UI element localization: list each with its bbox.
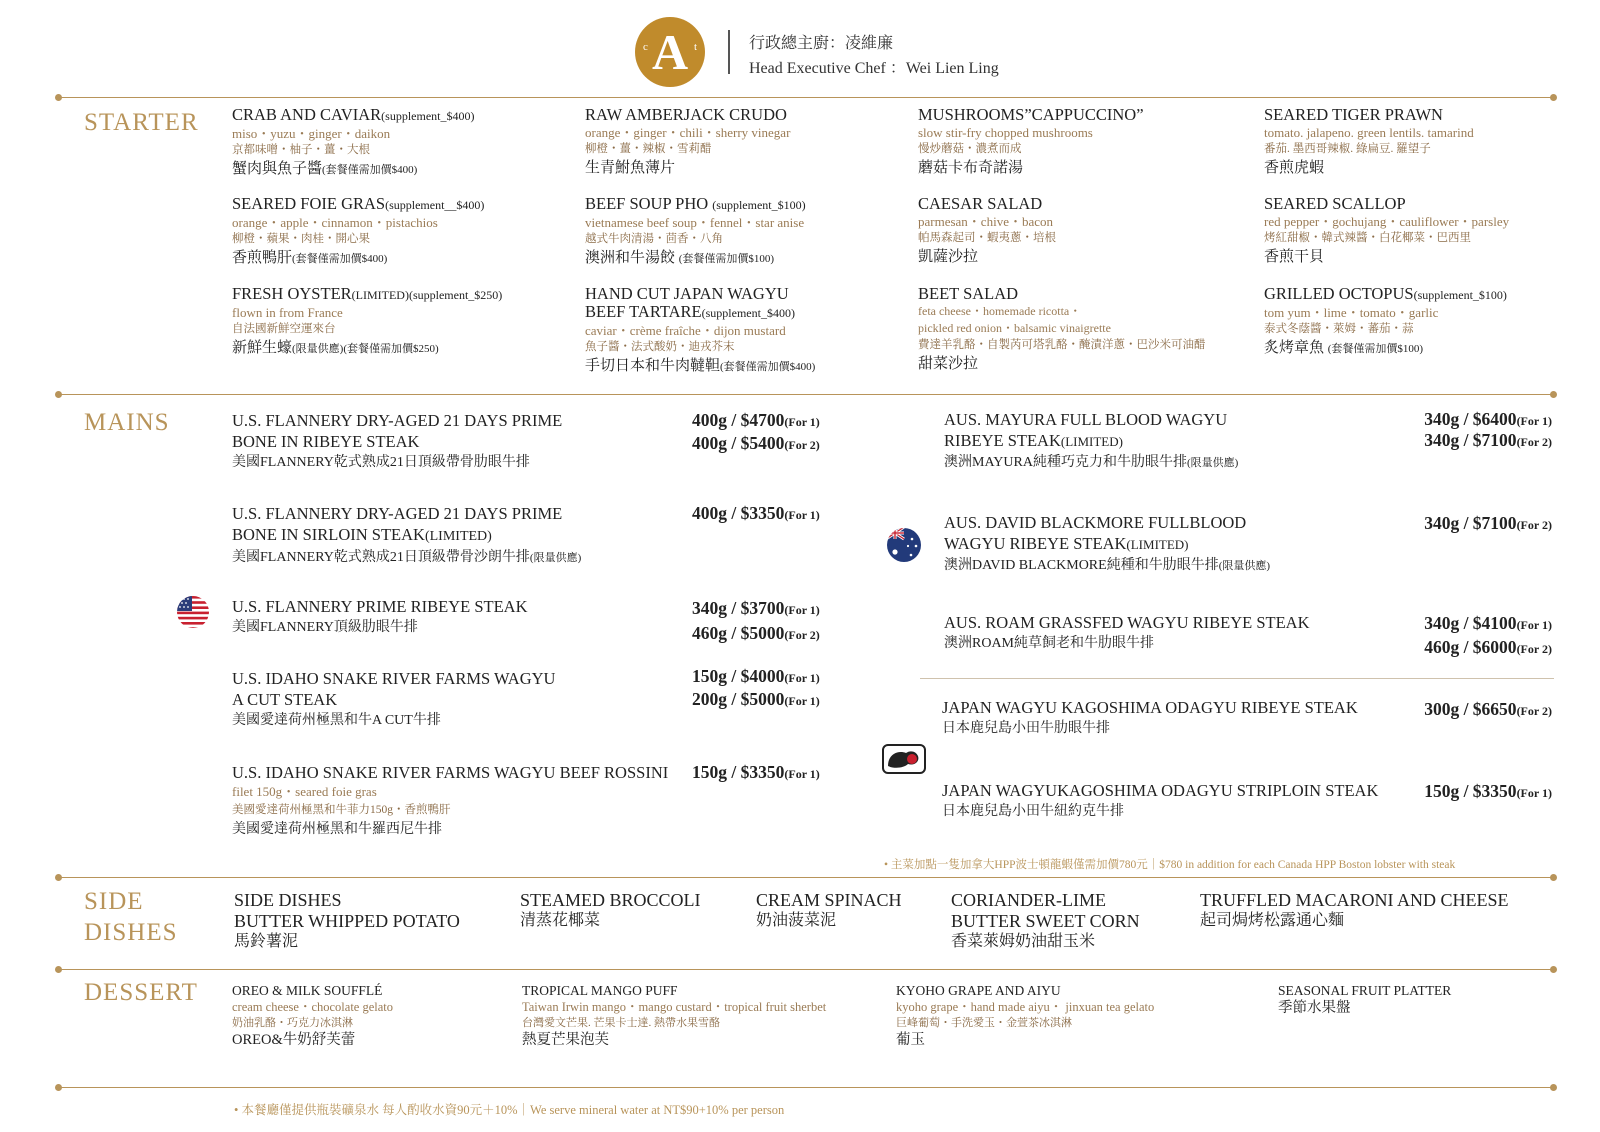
price bbox=[692, 597, 820, 622]
main-item bbox=[944, 612, 1309, 654]
item-name-line2: BUTTER WHIPPED POTATO bbox=[234, 911, 460, 931]
item-desc: tom yum・lime・tomato・garlic bbox=[1264, 305, 1439, 320]
price-value: 340g / $7100 bbox=[1424, 430, 1517, 450]
side-item bbox=[234, 890, 460, 952]
item-name: JAPAN WAGYU KAGOSHIMA ODAGYU RIBEYE STEAK bbox=[942, 698, 1358, 717]
item-name-zh: 香菜萊姆奶油甜玉米 bbox=[951, 933, 1096, 950]
dessert-item bbox=[1278, 982, 1451, 1017]
item-name: FRESH OYSTER bbox=[232, 284, 352, 303]
price bbox=[1424, 780, 1552, 805]
item-supplement: (supplement__$400) bbox=[385, 198, 485, 212]
price-qualifier: (For 2) bbox=[1516, 435, 1552, 449]
starter-item bbox=[232, 106, 474, 180]
item-name: SEARED SCALLOP bbox=[1264, 194, 1406, 213]
mains-inner-divider bbox=[920, 678, 1554, 679]
price bbox=[692, 761, 820, 786]
main-item bbox=[942, 780, 1378, 822]
item-name-zh: 葡玉 bbox=[896, 1032, 925, 1048]
price-qualifier: (For 2) bbox=[784, 628, 820, 642]
price-qualifier: (For 1) bbox=[1516, 618, 1552, 632]
price-value: 400g / $4700 bbox=[692, 410, 785, 430]
item-desc: tomato. jalapeno. green lentils. tamarind bbox=[1264, 125, 1474, 140]
section-title-mains: MAINS bbox=[84, 409, 170, 436]
item-supplement: (supplement_$100) bbox=[1413, 288, 1507, 302]
side-item bbox=[756, 890, 902, 931]
item-name-zh: 凱薩沙拉 bbox=[918, 249, 979, 265]
item-name: TROPICAL MANGO PUFF bbox=[522, 983, 678, 998]
item-name-zh: 澳洲ROAM純草飼老和牛肋眼牛排 bbox=[944, 636, 1155, 651]
item-name: BEEF SOUP PHO bbox=[585, 194, 709, 213]
dessert-item bbox=[522, 982, 826, 1049]
starter-item bbox=[585, 285, 815, 377]
item-name: U.S. FLANNERY DRY-AGED 21 DAYS PRIME bbox=[232, 411, 563, 430]
side-item bbox=[951, 890, 1140, 952]
item-desc-line2: pickled red onion・balsamic vinaigrette bbox=[918, 321, 1111, 335]
item-desc: caviar・crème fraîche・dijon mustard bbox=[585, 323, 786, 338]
price-value: 300g / $6650 bbox=[1424, 699, 1517, 719]
logo-side-right: t bbox=[693, 41, 697, 53]
item-name-line2: BONE IN RIBEYE STEAK bbox=[232, 432, 420, 451]
item-name: MUSHROOMS”CAPPUCCINO” bbox=[918, 105, 1144, 124]
logo-side-left: c bbox=[643, 41, 648, 53]
item-name: AUS. DAVID BLACKMORE FULLBLOOD bbox=[944, 513, 1247, 532]
item-desc: slow stir-fry chopped mushrooms bbox=[918, 125, 1093, 140]
item-name-line2: WAGYU RIBEYE STEAK bbox=[944, 534, 1127, 553]
section-title-dessert: DESSERT bbox=[84, 979, 198, 1006]
item-limited-zh: (限量供應) bbox=[1186, 457, 1239, 469]
item-desc-zh: 費達羊乳酪・自製芮可塔乳酪・醃漬洋蔥・巴沙米可油醋 bbox=[918, 339, 1206, 351]
divider-dessert bbox=[58, 969, 1554, 970]
price bbox=[692, 432, 820, 457]
item-name-zh: 澳洲和牛湯餃 bbox=[585, 250, 676, 266]
chef-title-zh: 行政總主廚：凌維廉 bbox=[749, 35, 894, 52]
item-desc: orange・ginger・chili・sherry vinegar bbox=[585, 125, 791, 140]
japan-wagyu-mark-icon bbox=[882, 744, 926, 779]
item-desc-zh: 帕馬森起司・蝦夷蔥・培根 bbox=[918, 232, 1056, 244]
item-name-zh: 生青鮒魚薄片 bbox=[585, 160, 676, 176]
price bbox=[692, 622, 820, 647]
divider-bottom bbox=[58, 1087, 1554, 1088]
item-supplement: (supplement_$100) bbox=[712, 198, 806, 212]
australia-flag-icon bbox=[886, 527, 922, 568]
price bbox=[1424, 612, 1552, 637]
item-name: TRUFFLED MACARONI AND CHEESE bbox=[1200, 890, 1509, 910]
chef-title-en: Head Executive Chef ：Wei Lien Ling bbox=[749, 60, 999, 77]
item-name-zh: 美國愛達荷州極黑和牛羅西尼牛排 bbox=[232, 822, 442, 837]
item-name-zh: 炙烤章魚 bbox=[1264, 340, 1325, 356]
item-name: SIDE DISHES bbox=[234, 890, 342, 910]
price-value: 400g / $3350 bbox=[692, 503, 785, 523]
item-name-zh: 香煎虎蝦 bbox=[1264, 160, 1325, 176]
item-desc-zh: 台灣愛文芒果. 芒果卡士達. 熱帶水果雪酪 bbox=[522, 1017, 720, 1029]
price-value: 340g / $7100 bbox=[1424, 513, 1517, 533]
item-desc-zh: 巨峰葡萄・手洗愛玉・金萱茶冰淇淋 bbox=[896, 1017, 1072, 1029]
item-desc: parmesan・chive・bacon bbox=[918, 214, 1054, 229]
divider-top bbox=[58, 97, 1554, 98]
price bbox=[692, 688, 820, 713]
price bbox=[692, 409, 820, 434]
item-name-line2: BONE IN SIRLOIN STEAK bbox=[232, 525, 425, 544]
price-value: 340g / $3700 bbox=[692, 598, 785, 618]
price-qualifier: (For 2) bbox=[1516, 642, 1552, 656]
item-name: GRILLED OCTOPUS bbox=[1264, 284, 1414, 303]
item-name-line2: BEEF TARTARE bbox=[585, 302, 702, 321]
item-name: CAESAR SALAD bbox=[918, 194, 1043, 213]
item-desc: miso・yuzu・ginger・daikon bbox=[232, 126, 391, 141]
item-desc: cream cheese・chocolate gelato bbox=[232, 1000, 394, 1014]
item-supplement: (supplement_$400) bbox=[701, 306, 795, 320]
item-name: SEARED FOIE GRAS bbox=[232, 194, 386, 213]
price-qualifier: (For 1) bbox=[1516, 786, 1552, 800]
item-desc-zh: 奶油乳酪・巧克力冰淇淋 bbox=[232, 1017, 353, 1029]
starter-item bbox=[1264, 195, 1509, 267]
dessert-item bbox=[896, 982, 1154, 1049]
section-title-starter: STARTER bbox=[84, 109, 199, 136]
item-name-zh: 新鮮生蠔 bbox=[232, 340, 293, 356]
item-limited-zh: (限量供應) bbox=[1218, 560, 1271, 572]
item-name-zh: 蟹肉與魚子醬 bbox=[232, 161, 323, 177]
item-name: SEASONAL FRUIT PLATTER bbox=[1278, 983, 1452, 998]
item-desc: orange・apple・cinnamon・pistachios bbox=[232, 215, 438, 230]
item-name: STEAMED BROCCOLI bbox=[520, 890, 701, 910]
starter-item bbox=[1264, 106, 1474, 178]
price-value: 150g / $3350 bbox=[692, 762, 785, 782]
main-item bbox=[232, 668, 555, 731]
item-name-zh: 起司焗烤松露通心麵 bbox=[1200, 912, 1345, 929]
price-qualifier: (For 1) bbox=[784, 671, 820, 685]
item-supplement: (supplement_$400) bbox=[381, 109, 475, 123]
item-name-zh: 美國FLANNERY乾式熟成21日頂級帶骨肋眼牛排 bbox=[232, 455, 530, 470]
item-desc: feta cheese・homemade ricotta・ bbox=[918, 304, 1082, 318]
item-supplement-zh: (套餐僅需加價$100) bbox=[678, 253, 775, 265]
item-desc-zh: 烤紅甜椒・韓式辣醬・白花椰菜・巴西里 bbox=[1264, 232, 1471, 244]
item-name-zh: 奶油菠菜泥 bbox=[756, 912, 837, 929]
us-flag-icon bbox=[176, 595, 210, 634]
starter-item bbox=[232, 195, 484, 269]
item-name: U.S. FLANNERY DRY-AGED 21 DAYS PRIME bbox=[232, 504, 563, 523]
price bbox=[1424, 429, 1552, 454]
header-divider bbox=[728, 30, 730, 74]
item-desc-zh: 番茄. 墨西哥辣椒. 綠扁豆. 羅望子 bbox=[1264, 143, 1431, 155]
item-name: BEET SALAD bbox=[918, 284, 1019, 303]
lobster-note: • 主菜加點一隻加拿大HPP波士頓龍蝦僅需加價780元｜$780 in addition for each Canada HPP Boston lobster with steak bbox=[884, 859, 1456, 871]
item-supplement: (LIMITED)(supplement_$250) bbox=[351, 288, 503, 302]
item-desc-zh: 柳橙・蘋果・肉桂・開心果 bbox=[232, 233, 370, 245]
side-item bbox=[520, 890, 701, 931]
price bbox=[1424, 698, 1552, 723]
item-supplement-zh: (套餐僅需加價$400) bbox=[322, 164, 418, 176]
item-name: U.S. FLANNERY PRIME RIBEYE STEAK bbox=[232, 597, 528, 616]
item-name: U.S. IDAHO SNAKE RIVER FARMS WAGYU BEEF ROSSINI bbox=[232, 763, 669, 782]
item-desc: Taiwan Irwin mango・mango custard・tropical fruit sherbet bbox=[522, 1000, 827, 1014]
starter-item bbox=[232, 285, 502, 359]
item-name: CRAB AND CAVIAR bbox=[232, 105, 382, 124]
item-desc-zh: 自法國新鮮空運來台 bbox=[232, 323, 336, 335]
item-supplement-zh: (限量供應)(套餐僅需加價$250) bbox=[292, 343, 439, 355]
item-desc: kyoho grape・hand made aiyu・ jinxuan tea gelato bbox=[896, 1000, 1155, 1014]
price-qualifier: (For 2) bbox=[784, 438, 820, 452]
item-desc: filet 150g・seared foie gras bbox=[232, 784, 377, 799]
item-desc-zh: 美國愛達荷州極黑和牛菲力150g・香煎鴨肝 bbox=[232, 804, 451, 816]
item-name: AUS. MAYURA FULL BLOOD WAGYU bbox=[944, 410, 1228, 429]
price-value: 200g / $5000 bbox=[692, 689, 785, 709]
main-item bbox=[232, 596, 528, 638]
price-value: 340g / $6400 bbox=[1424, 409, 1517, 429]
logo bbox=[635, 17, 705, 87]
price-value: 150g / $3350 bbox=[1424, 781, 1517, 801]
main-item bbox=[232, 762, 668, 840]
item-desc: flown in from France bbox=[232, 305, 343, 320]
item-supplement-zh: (套餐僅需加價$100) bbox=[1327, 343, 1424, 355]
item-name-zh: 清蒸花椰菜 bbox=[520, 912, 601, 929]
item-name-zh: 熱夏芒果泡芙 bbox=[522, 1032, 609, 1048]
item-name-zh: 美國FLANNERY頂級肋眼牛排 bbox=[232, 620, 418, 635]
starter-item bbox=[918, 195, 1056, 267]
main-item bbox=[232, 410, 562, 473]
side-item bbox=[1200, 890, 1509, 931]
divider-sides bbox=[58, 877, 1554, 878]
item-desc-zh: 柳橙・薑・辣椒・雪莉醋 bbox=[585, 143, 712, 155]
price-qualifier: (For 1) bbox=[784, 694, 820, 708]
main-item bbox=[232, 503, 581, 569]
main-item bbox=[942, 697, 1358, 739]
item-name-zh: 手切日本和牛肉韃靼 bbox=[585, 358, 721, 374]
item-supplement-zh: (套餐僅需加價$400) bbox=[720, 361, 816, 373]
item-name-zh: 美國愛達荷州極黑和牛A CUT牛排 bbox=[232, 713, 441, 728]
item-name: JAPAN WAGYUKAGOSHIMA ODAGYU STRIPLOIN STEAK bbox=[942, 781, 1379, 800]
main-item bbox=[944, 512, 1270, 577]
item-name: CREAM SPINACH bbox=[756, 890, 902, 910]
item-limited: (LIMITED) bbox=[1060, 434, 1123, 449]
item-supplement-zh: (套餐僅需加價$400) bbox=[292, 253, 388, 265]
price-value: 340g / $4100 bbox=[1424, 613, 1517, 633]
item-desc-zh: 魚子醬・法式酸奶・迪戎芥末 bbox=[585, 341, 735, 353]
item-desc: vietnamese beef soup・fennel・star anise bbox=[585, 215, 805, 230]
main-item bbox=[944, 409, 1238, 474]
starter-item bbox=[1264, 285, 1507, 359]
section-title-side-1: SIDE bbox=[84, 888, 144, 915]
price-qualifier: (For 2) bbox=[1516, 518, 1552, 532]
item-name-zh: 甜菜沙拉 bbox=[918, 356, 979, 372]
price-qualifier: (For 1) bbox=[784, 603, 820, 617]
item-name-zh: 澳洲MAYURA純種巧克力和牛肋眼牛排 bbox=[944, 455, 1187, 470]
item-desc-zh: 泰式冬蔭醬・萊姆・蕃茄・蒜 bbox=[1264, 323, 1414, 335]
item-name-line2: RIBEYE STEAK bbox=[944, 431, 1061, 450]
item-limited: (LIMITED) bbox=[424, 529, 492, 544]
logo-letter: A bbox=[651, 24, 689, 80]
price-value: 460g / $6000 bbox=[1424, 637, 1517, 657]
price-qualifier: (For 2) bbox=[1516, 704, 1552, 718]
starter-item bbox=[585, 195, 806, 269]
item-name: SEARED TIGER PRAWN bbox=[1264, 105, 1443, 124]
starter-item bbox=[918, 106, 1144, 178]
item-name: CORIANDER-LIME bbox=[951, 890, 1106, 910]
item-desc-zh: 京都味噌・柚子・薑・大根 bbox=[232, 144, 370, 156]
price-qualifier: (For 1) bbox=[1516, 414, 1552, 428]
item-desc-zh: 越式牛肉清湯・茴香・八角 bbox=[585, 233, 723, 245]
item-limited: (LIMITED) bbox=[1126, 537, 1189, 552]
price-value: 150g / $4000 bbox=[692, 666, 785, 686]
item-name-zh: 美國FLANNERY乾式熟成21日頂級帶骨沙朗牛排 bbox=[232, 550, 530, 565]
item-name-zh: 香煎干貝 bbox=[1264, 249, 1325, 265]
item-name-zh: 日本鹿兒島小田牛肋眼牛排 bbox=[942, 721, 1110, 736]
item-name-zh: 香煎鴨肝 bbox=[232, 250, 293, 266]
item-desc: red pepper・gochujang・cauliflower・parsley bbox=[1264, 214, 1510, 229]
price bbox=[692, 502, 820, 527]
price bbox=[1424, 512, 1552, 537]
starter-item bbox=[585, 106, 790, 178]
divider-mains bbox=[58, 394, 1554, 395]
item-desc-zh: 慢炒蘑菇・濃煮而成 bbox=[918, 143, 1022, 155]
starter-item bbox=[918, 285, 1206, 374]
price-qualifier: (For 1) bbox=[784, 415, 820, 429]
item-name: KYOHO GRAPE AND AIYU bbox=[896, 983, 1061, 998]
dessert-item bbox=[232, 982, 393, 1049]
price-qualifier: (For 1) bbox=[784, 508, 820, 522]
item-name-zh: 馬鈴薯泥 bbox=[234, 933, 299, 950]
item-name-zh: 澳洲DAVID BLACKMORE純種和牛肋眼牛排 bbox=[944, 558, 1219, 573]
item-name-line2: BUTTER SWEET CORN bbox=[951, 911, 1140, 931]
item-name: AUS. ROAM GRASSFED WAGYU RIBEYE STEAK bbox=[944, 613, 1310, 632]
price bbox=[1424, 636, 1552, 661]
item-name: HAND CUT JAPAN WAGYU bbox=[585, 284, 789, 303]
item-name-zh: OREO&牛奶舒芙蕾 bbox=[232, 1032, 356, 1048]
section-title-side-2: DISHES bbox=[84, 919, 178, 946]
item-name: U.S. IDAHO SNAKE RIVER FARMS WAGYU bbox=[232, 669, 556, 688]
item-name-zh: 季節水果盤 bbox=[1278, 1000, 1351, 1016]
item-name: RAW AMBERJACK CRUDO bbox=[585, 105, 787, 124]
item-name-line2: A CUT STEAK bbox=[232, 690, 338, 709]
item-name-zh: 蘑菇卡布奇諾湯 bbox=[918, 160, 1024, 176]
water-note: • 本餐廳僅提供瓶裝礦泉水 每人酌收水資90元＋10%｜We serve mineral water at NT$90+10% per person bbox=[234, 1103, 785, 1117]
item-name: OREO & MILK SOUFFLÉ bbox=[232, 983, 383, 998]
price-value: 400g / $5400 bbox=[692, 433, 785, 453]
price bbox=[692, 665, 820, 690]
item-name-zh: 日本鹿兒島小田牛紐約克牛排 bbox=[942, 804, 1124, 819]
price-qualifier: (For 1) bbox=[784, 767, 820, 781]
item-limited-zh: (限量供應) bbox=[529, 552, 582, 564]
price-value: 460g / $5000 bbox=[692, 623, 785, 643]
